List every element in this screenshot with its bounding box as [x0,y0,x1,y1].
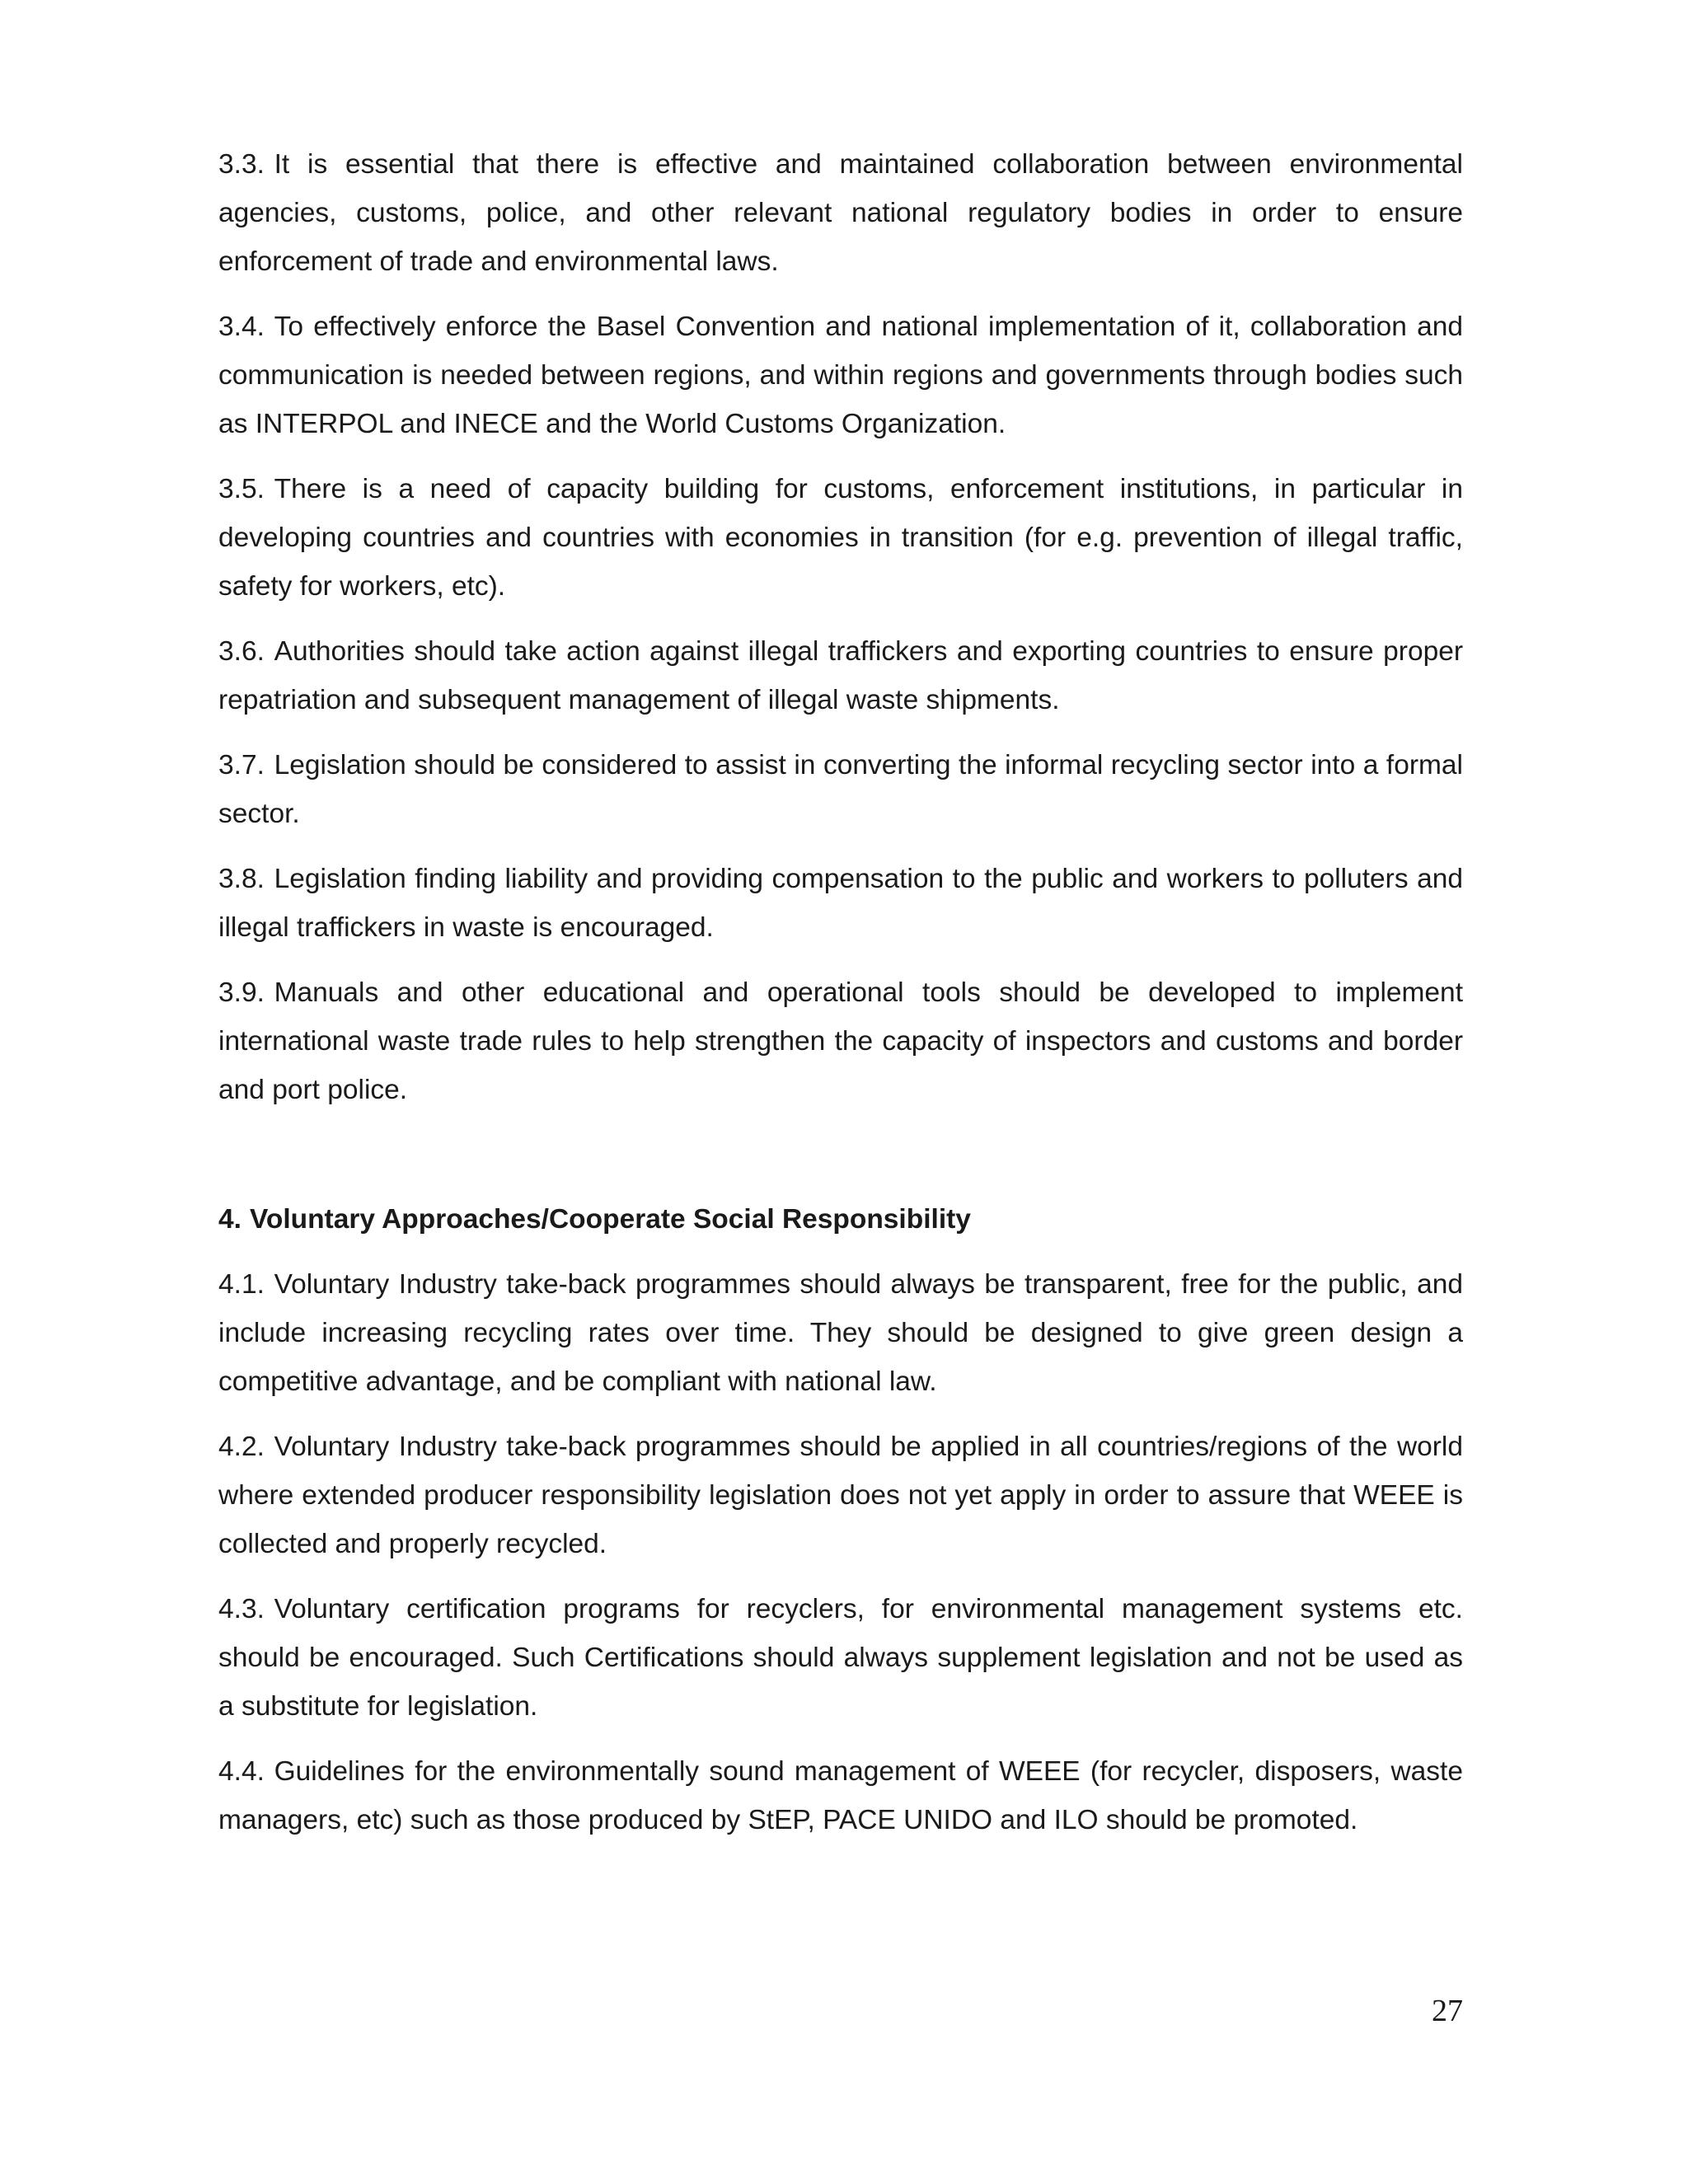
paragraph-4-1 [218,1260,1463,1406]
item-number: 4.2. [218,1432,265,1462]
item-number: 4.1. [218,1269,265,1300]
item-text: Guidelines for the environmentally sound management of WEEE (for recycler, disposers, waste managers, etc) such as those produced by StEP, PACE UNIDO and ILO should be promoted. [218,1756,1463,1835]
item-text: To effectively enforce the Basel Convention and national implementation of it, collaboration and communication is needed between regions, and within regions and governments through bodies such as INTERPOL and INECE and the World Customs Organization. [218,312,1463,439]
item-text: Authorities should take action against illegal traffickers and exporting countries to ensure proper repatriation and subsequent management of illegal waste shipments. [218,636,1463,715]
item-text: Legislation finding liability and providing compensation to the public and workers to polluters and illegal traffickers in waste is encouraged. [218,864,1463,943]
document-page [218,140,1463,1861]
paragraph-4-3 [218,1585,1463,1731]
item-text: Voluntary certification programs for recyclers, for environmental management systems etc. should be encouraged. Such Certifications should always supplement legislation and not be used as a substitute for legislation. [218,1594,1463,1722]
item-number: 3.4. [218,312,265,342]
item-number: 3.3. [218,149,265,180]
item-text: It is essential that there is effective and maintained collaboration between environmental agencies, customs, police, and other relevant national regulatory bodies in order to ensure enforcement of trade and environmental laws. [218,149,1463,277]
item-number: 3.9. [218,977,265,1008]
section-heading-4 [218,1195,1463,1244]
item-text: Manuals and other educational and operational tools should be developed to implement international waste trade rules to help strengthen the capacity of inspectors and customs and border and port police. [218,977,1463,1105]
item-number: 3.7. [218,750,265,780]
paragraph-3-6 [218,627,1463,724]
section-number: 4. [218,1204,241,1235]
item-text: Voluntary Industry take-back programmes should be applied in all countries/regions of the world where extended producer responsibility legislation does not yet apply in order to assure that WEEE is collected and properly recycled. [218,1432,1463,1559]
item-number: 3.8. [218,864,265,894]
item-text: Voluntary Industry take-back programmes should always be transparent, free for the public, and include increasing recycling rates over time. They should be designed to give green design a competitive advantage, and be compliant with national law. [218,1269,1463,1397]
paragraph-3-8 [218,855,1463,952]
item-number: 4.3. [218,1594,265,1624]
paragraph-3-9 [218,968,1463,1114]
page-number: 27 [1432,1994,1463,2028]
item-number: 4.4. [218,1756,265,1787]
paragraph-3-5 [218,465,1463,611]
item-text: There is a need of capacity building for customs, enforcement institutions, in particular in developing countries and countries with economies in transition (for e.g. prevention of illegal traffic, safety for workers, etc). [218,474,1463,602]
item-text: Legislation should be considered to assist in converting the informal recycling sector into a formal sector. [218,750,1463,829]
item-number: 3.5. [218,474,265,504]
item-number: 3.6. [218,636,265,667]
paragraph-4-2 [218,1422,1463,1568]
paragraph-3-7 [218,741,1463,838]
paragraph-4-4 [218,1747,1463,1844]
paragraph-3-3 [218,140,1463,286]
section-title: Voluntary Approaches/Cooperate Social Responsibility [250,1204,971,1235]
paragraph-3-4 [218,302,1463,448]
